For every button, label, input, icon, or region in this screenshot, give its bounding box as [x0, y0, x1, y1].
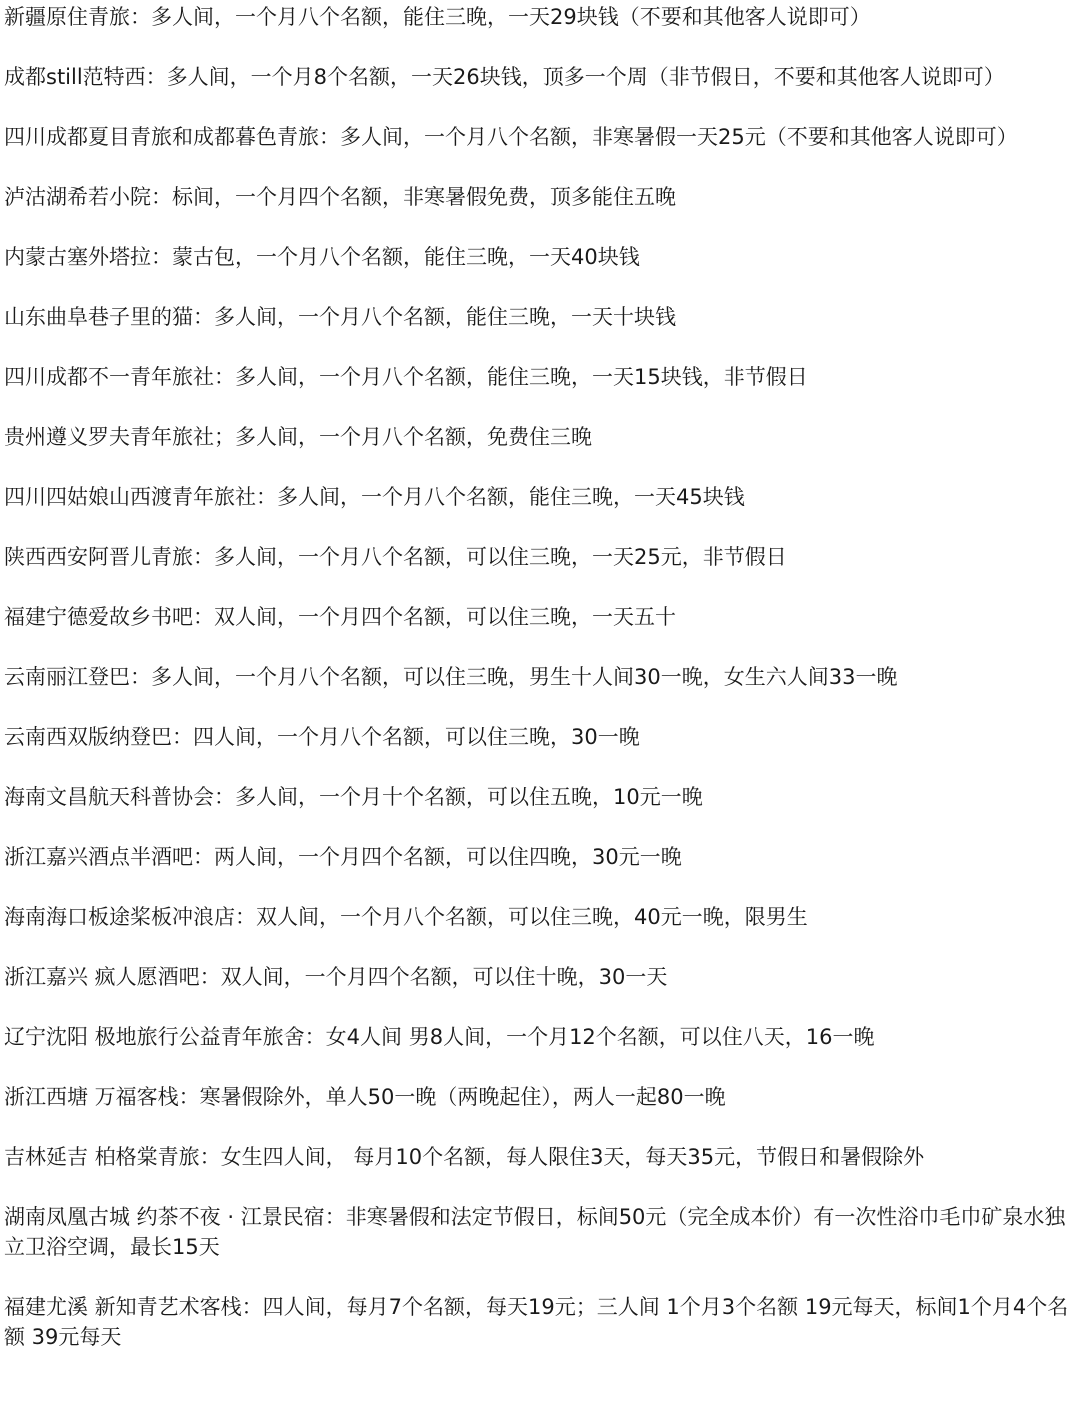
- list-item: 辽宁沈阳 极地旅行公益青年旅舍：女4人间 男8人间，一个月12个名额，可以住八天，16一晚: [4, 1025, 875, 1049]
- list-item: 云南丽江登巴：多人间，一个月八个名额，可以住三晚，男生十人间30一晚，女生六人间33一晚: [4, 665, 898, 689]
- list-item: 四川成都夏目青旅和成都暮色青旅：多人间，一个月八个名额，非寒暑假一天25元（不要和其他客人说即可）: [4, 125, 1018, 149]
- list-item: 福建尤溪 新知青艺术客栈：四人间，每月7个名额，每天19元；三人间 1个月3个名额 19元每天，标间1个月4个名额 39元每天: [4, 1295, 1069, 1349]
- list-item: 成都still范特西：多人间，一个月8个名额，一天26块钱，顶多一个周（非节假日，不要和其他客人说即可）: [4, 65, 1005, 89]
- list-item: 福建宁德爱故乡书吧：双人间，一个月四个名额，可以住三晚，一天五十: [4, 605, 676, 629]
- list-item: 陕西西安阿晋儿青旅：多人间，一个月八个名额，可以住三晚，一天25元，非节假日: [4, 545, 787, 569]
- list-item: 云南西双版纳登巴：四人间，一个月八个名额，可以住三晚，30一晚: [4, 725, 640, 749]
- list-item: 浙江嘉兴酒点半酒吧：两人间，一个月四个名额，可以住四晚，30元一晚: [4, 845, 682, 869]
- list-item: 内蒙古塞外塔拉：蒙古包，一个月八个名额，能住三晚，一天40块钱: [4, 245, 640, 269]
- list-item: 四川四姑娘山西渡青年旅社：多人间，一个月八个名额，能住三晚，一天45块钱: [4, 485, 745, 509]
- list-item: 四川成都不一青年旅社：多人间，一个月八个名额，能住三晚，一天15块钱，非节假日: [4, 365, 808, 389]
- list-item: 海南海口板途桨板冲浪店：双人间，一个月八个名额，可以住三晚，40元一晚，限男生: [4, 905, 808, 929]
- list-item: 湖南凤凰古城 约茶不夜 · 江景民宿：非寒暑假和法定节假日，标间50元（完全成本价）有一次性浴巾毛巾矿泉水独立卫浴空调，最长15天: [4, 1205, 1066, 1259]
- list-item: 浙江西塘 万福客栈：寒暑假除外，单人50一晚（两晚起住），两人一起80一晚: [4, 1085, 726, 1109]
- list-item: 海南文昌航天科普协会：多人间，一个月十个名额，可以住五晚，10元一晚: [4, 785, 703, 809]
- list-item: 浙江嘉兴 疯人愿酒吧：双人间，一个月四个名额，可以住十晚，30一天: [4, 965, 668, 989]
- list-item: 吉林延吉 柏格棠青旅：女生四人间， 每月10个名额，每人限住3天，每天35元，节假日和暑假除外: [4, 1145, 925, 1169]
- list-item: 泸沽湖希若小院：标间，一个月四个名额，非寒暑假免费，顶多能住五晚: [4, 185, 676, 209]
- list-item: 新疆原住青旅：多人间，一个月八个名额，能住三晚，一天29块钱（不要和其他客人说即可）: [4, 5, 871, 29]
- list-item: 山东曲阜巷子里的猫：多人间，一个月八个名额，能住三晚，一天十块钱: [4, 305, 676, 329]
- list-item: 贵州遵义罗夫青年旅社；多人间，一个月八个名额，免费住三晚: [4, 425, 592, 449]
